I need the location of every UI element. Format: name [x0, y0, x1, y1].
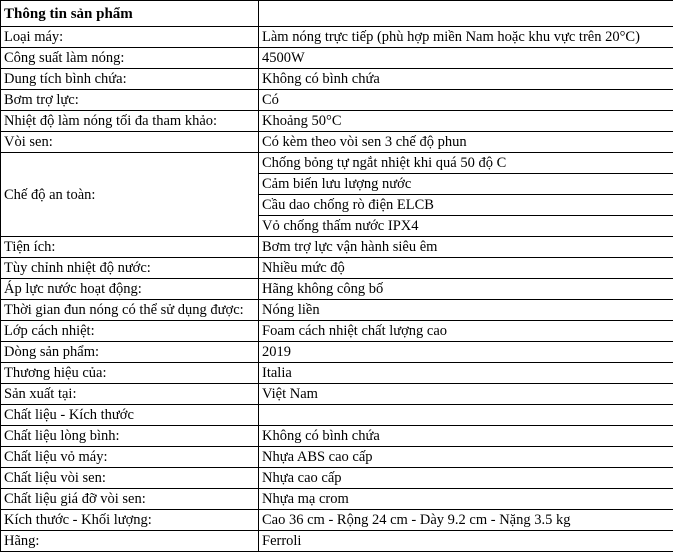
table-header-row [1, 1, 673, 27]
table-row [1, 27, 673, 48]
table-row [1, 384, 673, 405]
row-value: Nhựa cao cấp [259, 468, 673, 489]
table-row [1, 447, 673, 468]
row-value: Việt Nam [259, 384, 673, 405]
row-label: Chất liệu vòi sen: [1, 468, 259, 489]
row-label: Chất liệu vỏ máy: [1, 447, 259, 468]
safety-label: Chế độ an toàn: [1, 153, 259, 237]
row-label: Chất liệu giá đỡ vòi sen: [1, 489, 259, 510]
table-row [1, 489, 673, 510]
table-row [1, 531, 673, 552]
row-value: Có kèm theo vòi sen 3 chế độ phun [259, 132, 673, 153]
row-label: Áp lực nước hoạt động: [1, 279, 259, 300]
table-row-safety [1, 153, 673, 174]
row-label: Sản xuất tại: [1, 384, 259, 405]
table-row [1, 363, 673, 384]
row-label: Dòng sản phẩm: [1, 342, 259, 363]
table-row [1, 321, 673, 342]
row-label: Chất liệu lòng bình: [1, 426, 259, 447]
table-title-right [259, 1, 673, 27]
row-value: Nóng liền [259, 300, 673, 321]
row-value: Nhựa ABS cao cấp [259, 447, 673, 468]
row-label: Thời gian đun nóng có thể sử dụng được: [1, 300, 259, 321]
table-row [1, 342, 673, 363]
row-value: Không có bình chứa [259, 426, 673, 447]
table-row [1, 111, 673, 132]
table-row [1, 69, 673, 90]
row-value: Italia [259, 363, 673, 384]
safety-value: Chống bỏng tự ngắt nhiệt khi quá 50 độ C [259, 153, 673, 174]
table-row [1, 48, 673, 69]
table-row [1, 258, 673, 279]
row-value: 4500W [259, 48, 673, 69]
row-label: Dung tích bình chứa: [1, 69, 259, 90]
row-value: Khoảng 50°C [259, 111, 673, 132]
row-value: 2019 [259, 342, 673, 363]
row-label: Nhiệt độ làm nóng tối đa tham khảo: [1, 111, 259, 132]
table-row [1, 426, 673, 447]
table-title: Thông tin sản phẩm [1, 1, 259, 27]
safety-value: Cảm biến lưu lượng nước [259, 174, 673, 195]
table-row [1, 132, 673, 153]
section-label: Chất liệu - Kích thước [1, 405, 259, 426]
table-row [1, 468, 673, 489]
row-label: Lớp cách nhiệt: [1, 321, 259, 342]
row-value: Nhựa mạ crom [259, 489, 673, 510]
row-value: Cao 36 cm - Rộng 24 cm - Dày 9.2 cm - Nặng 3.5 kg [259, 510, 673, 531]
table-row [1, 510, 673, 531]
row-value: Nhiều mức độ [259, 258, 673, 279]
section-value [259, 405, 673, 426]
section-row [1, 405, 673, 426]
row-label: Thương hiệu của: [1, 363, 259, 384]
table-row [1, 90, 673, 111]
row-value: Có [259, 90, 673, 111]
row-label: Kích thước - Khối lượng: [1, 510, 259, 531]
table-row [1, 300, 673, 321]
row-value: Bơm trợ lực vận hành siêu êm [259, 237, 673, 258]
row-label: Tùy chỉnh nhiệt độ nước: [1, 258, 259, 279]
row-value: Hãng không công bố [259, 279, 673, 300]
table-row [1, 237, 673, 258]
row-label: Loại máy: [1, 27, 259, 48]
safety-value: Vỏ chống thấm nước IPX4 [259, 216, 673, 237]
table-row [1, 279, 673, 300]
row-value: Ferroli [259, 531, 673, 552]
safety-value: Cầu dao chống rò điện ELCB [259, 195, 673, 216]
row-value: Không có bình chứa [259, 69, 673, 90]
row-label: Tiện ích: [1, 237, 259, 258]
row-label: Hãng: [1, 531, 259, 552]
row-value: Làm nóng trực tiếp (phù hợp miền Nam hoặc khu vực trên 20°C) [259, 27, 673, 48]
row-label: Công suất làm nóng: [1, 48, 259, 69]
row-label: Bơm trợ lực: [1, 90, 259, 111]
row-value: Foam cách nhiệt chất lượng cao [259, 321, 673, 342]
row-label: Vòi sen: [1, 132, 259, 153]
